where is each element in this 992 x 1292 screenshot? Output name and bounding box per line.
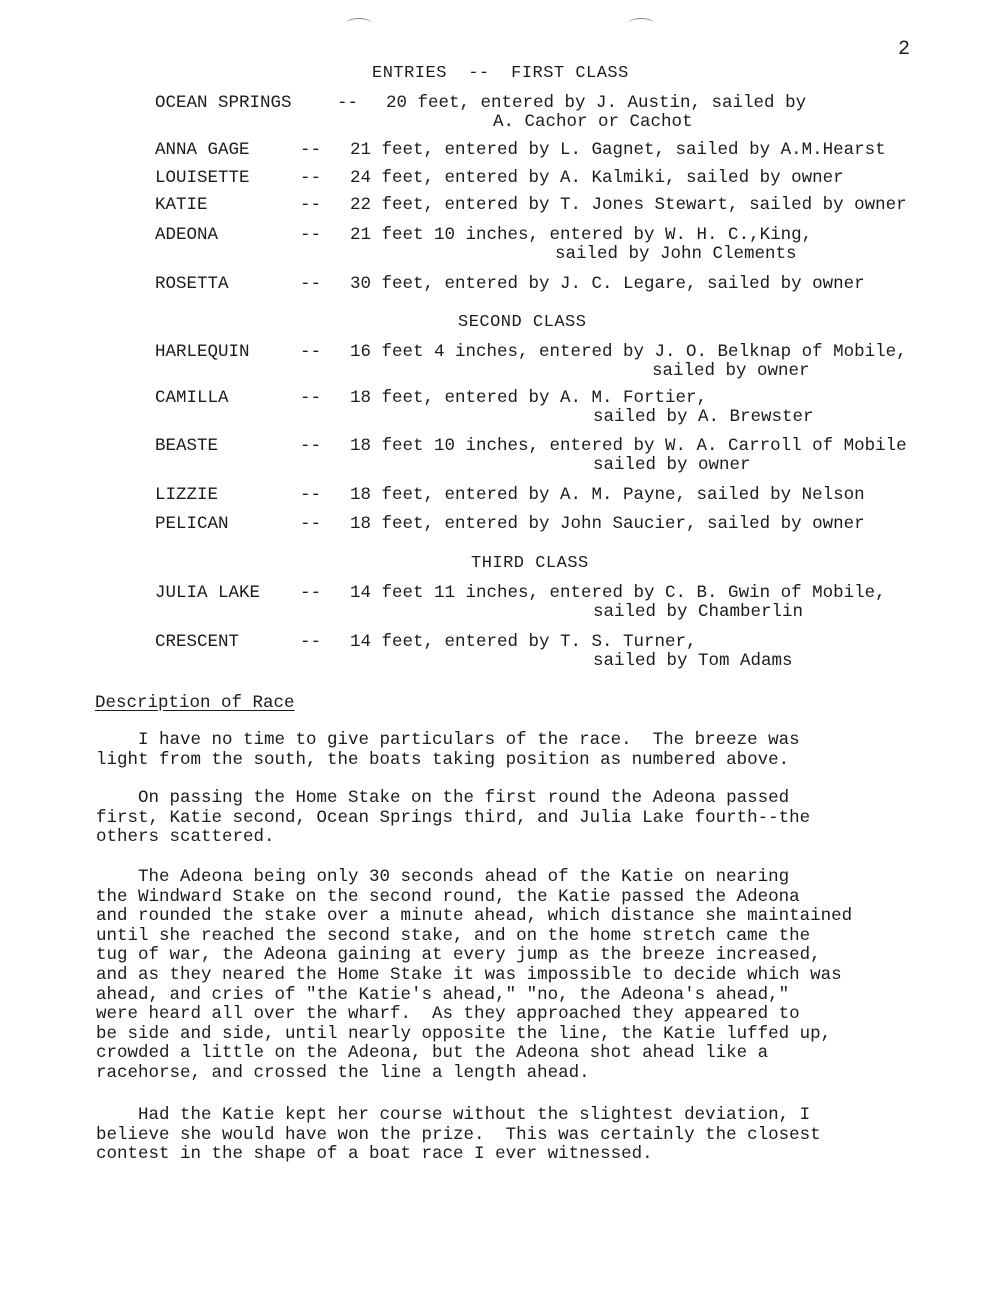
entry-detail: 18 feet, entered by John Saucier, sailed by owner [350, 514, 865, 534]
entry-detail: 14 feet, entered by T. S. Turner, [350, 632, 697, 652]
entry-detail: 14 feet 11 inches, entered by C. B. Gwin of Mobile, [350, 583, 886, 603]
entry-dash: -- [300, 583, 322, 603]
boat-name: CRESCENT [155, 632, 240, 652]
entry-detail: 18 feet 10 inches, entered by W. A. Carroll of Mobile [350, 436, 907, 456]
boat-name: KATIE [155, 195, 208, 215]
boat-name: BEASTE [155, 436, 219, 456]
entry-dash: -- [300, 342, 322, 362]
boat-name: ANNA GAGE [155, 140, 250, 160]
paragraph: I have no time to give particulars of the race. The breeze was light from the south, the boats taking position as numbered above. [96, 730, 800, 770]
boat-name: PELICAN [155, 514, 229, 534]
entry-detail: 30 feet, entered by J. C. Legare, sailed by owner [350, 274, 865, 294]
entry-dash: -- [300, 632, 322, 652]
boat-name: JULIA LAKE [155, 583, 261, 603]
entry-dash: -- [300, 168, 322, 188]
boat-name: HARLEQUIN [155, 342, 250, 362]
third-class-heading: THIRD CLASS [471, 554, 589, 573]
boat-name: LIZZIE [155, 485, 219, 505]
boat-name: LOUISETTE [155, 168, 250, 188]
first-class-heading: ENTRIES -- FIRST CLASS [372, 64, 629, 83]
boat-name: ADEONA [155, 225, 219, 245]
entry-dash: -- [337, 93, 359, 113]
entry-dash: -- [300, 514, 322, 534]
paragraph: Had the Katie kept her course without the slightest deviation, I believe she would have won the prize. This was certainly the closest contest in the shape of a boat race I ever witnessed. [96, 1105, 821, 1165]
entry-detail: 16 feet 4 inches, entered by J. O. Belknap of Mobile, [350, 342, 907, 362]
entry-detail-continued: sailed by Tom Adams [593, 651, 793, 671]
punch-hole-mark [346, 18, 372, 29]
entry-detail-continued: sailed by owner [593, 455, 751, 475]
entry-detail: 18 feet, entered by A. M. Payne, sailed by Nelson [350, 485, 865, 505]
entry-detail: 24 feet, entered by A. Kalmiki, sailed by owner [350, 168, 844, 188]
entry-detail: 18 feet, entered by A. M. Fortier, [350, 388, 708, 408]
description-heading: Description of Race [95, 693, 295, 713]
second-class-heading: SECOND CLASS [458, 313, 587, 332]
entry-dash: -- [300, 485, 322, 505]
entry-detail: 21 feet, entered by L. Gagnet, sailed by A.M.Hearst [350, 140, 886, 160]
entry-detail-continued: sailed by John Clements [555, 244, 797, 264]
entry-dash: -- [300, 388, 322, 408]
paragraph: The Adeona being only 30 seconds ahead of the Katie on nearing the Windward Stake on the second round, the Katie passed the Adeona and rounded the stake over a minute ahead, which distance she maintained until she reached the second stake, and on the home stretch came the tug of war, the Adeona gaining at every jump as the breeze increased, and as they neared the Home Stake it was impossible to decide which was ahead, and cries of "the Katie's ahead," "no, the Adeona's ahead," were heard all over the wharf. As they approached they appeared to be side and side, until nearly opposite the line, the Katie luffed up, crowded a little on the Adeona, but the Adeona shot ahead like a racehorse, and crossed the line a length ahead. [96, 867, 853, 1083]
entry-detail: 22 feet, entered by T. Jones Stewart, sailed by owner [350, 195, 907, 215]
entry-detail-continued: sailed by A. Brewster [593, 407, 814, 427]
entry-dash: -- [300, 195, 322, 215]
boat-name: OCEAN SPRINGS [155, 93, 292, 113]
entry-dash: -- [300, 140, 322, 160]
entry-detail: 21 feet 10 inches, entered by W. H. C.,King, [350, 225, 813, 245]
page-number: 2 [898, 38, 911, 61]
entry-dash: -- [300, 225, 322, 245]
boat-name: CAMILLA [155, 388, 229, 408]
paragraph: On passing the Home Stake on the first round the Adeona passed first, Katie second, Ocean Springs third, and Julia Lake fourth--the others scattered. [96, 788, 811, 848]
entry-dash: -- [300, 274, 322, 294]
entry-detail-continued: A. Cachor or Cachot [493, 112, 693, 132]
punch-hole-mark [628, 18, 654, 29]
boat-name: ROSETTA [155, 274, 229, 294]
entry-dash: -- [300, 436, 322, 456]
entry-detail-continued: sailed by Chamberlin [593, 602, 804, 622]
entry-detail: 20 feet, entered by J. Austin, sailed by [386, 93, 807, 113]
entry-detail-continued: sailed by owner [652, 361, 810, 381]
